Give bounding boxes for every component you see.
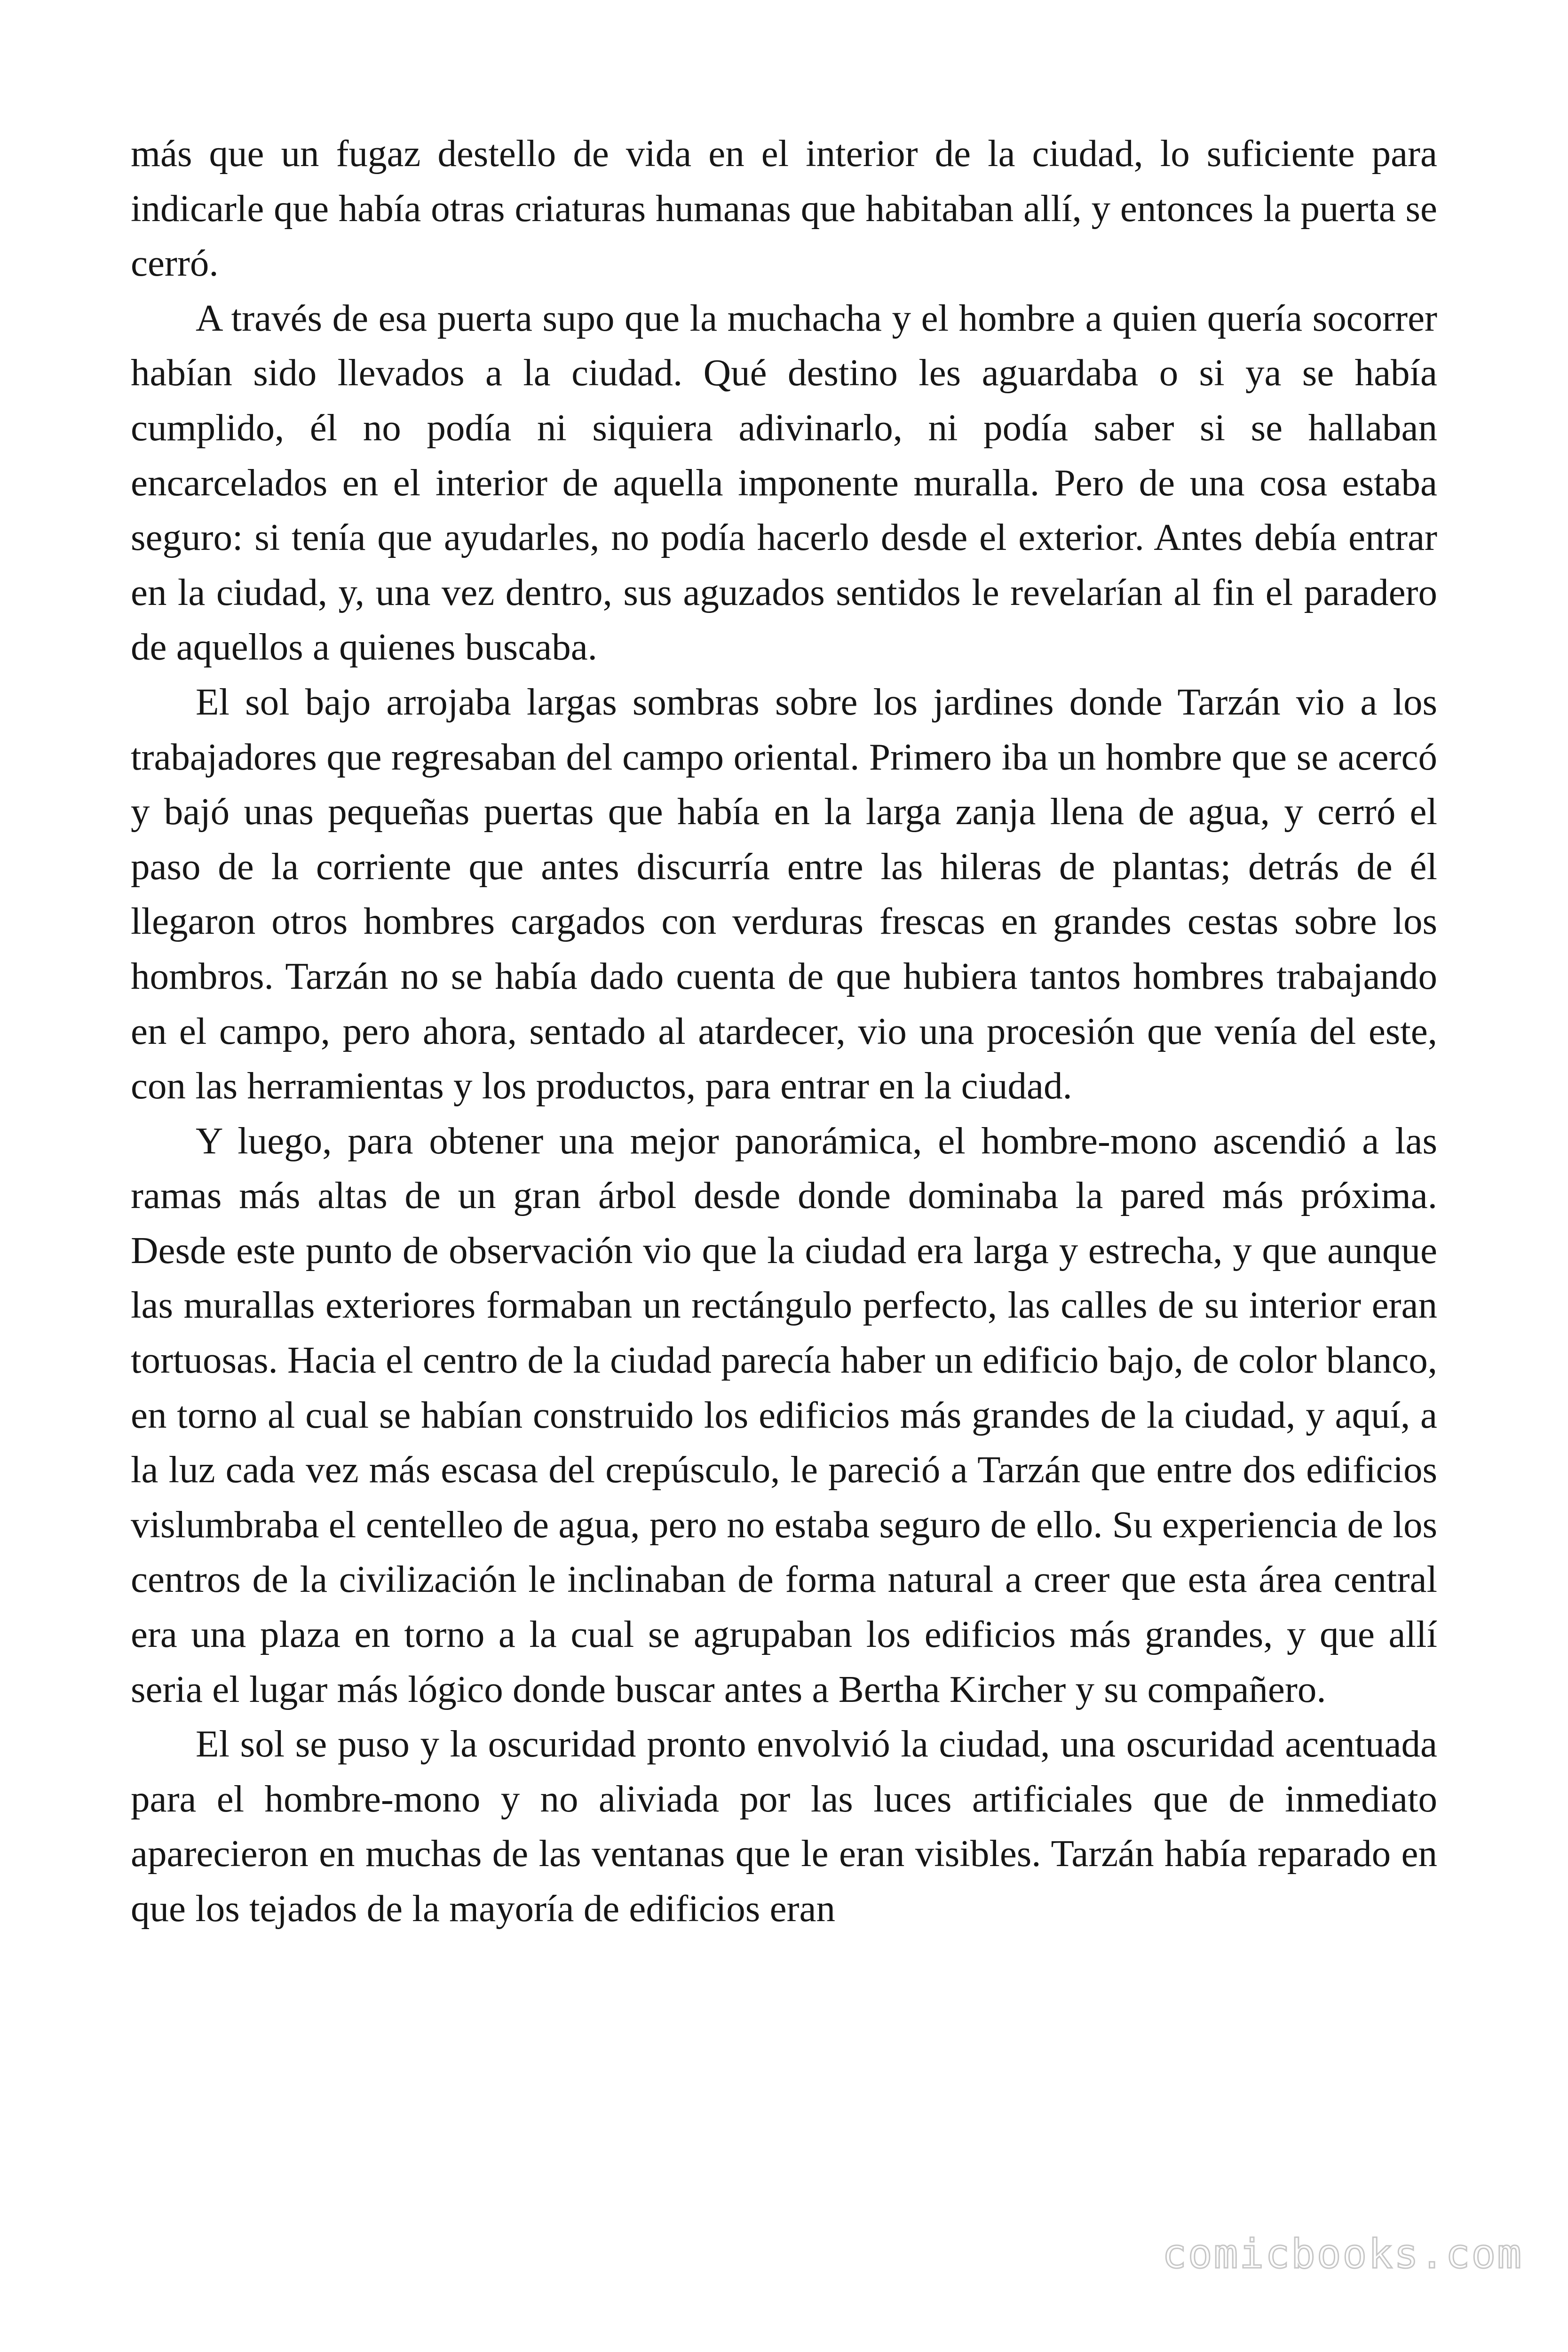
watermark: comicbooks.com [1162,2231,1523,2278]
body-text [131,126,1437,1936]
paragraph-4: Y luego, para obtener una mejor panorámica, el hombre-mono ascendió a las ramas más altas de un gran árbol desde donde dominaba la pared más próxima. Desde este punto de observación vio que la ciudad era larga y estrecha, y que aunque las murallas exteriores formaban un rectángulo perfecto, las calles de su interior eran tortuosas. Hacia el centro de la ciudad parecía haber un edificio bajo, de color blanco, en torno al cual se habían construido los edificios más grandes de la ciudad, y aquí, a la luz cada vez más escasa del crepúsculo, le pareció a Tarzán que entre dos edificios vislumbraba el centelleo de agua, pero no estaba seguro de ello. Su experiencia de los centros de la civilización le inclinaban de forma natural a creer que esta área central era una plaza en torno a la cual se agrupaban los edificios más grandes, y que allí seria el lugar más lógico donde buscar antes a Bertha Kircher y su compañero. [131,1119,1437,1710]
paragraph-3: El sol bajo arrojaba largas sombras sobre los jardines donde Tarzán vio a los trabajadores que regresaban del campo oriental. Primero iba un hombre que se acercó y bajó unas pequeñas puertas que había en la larga zanja llena de agua, y cerró el paso de la corriente que antes discurría entre las hileras de plantas; detrás de él llegaron otros hombres cargados con verduras frescas en grandes cestas sobre los hombros. Tarzán no se había dado cuenta de que hubiera tantos hombres trabajando en el campo, pero ahora, sentado al atardecer, vio una procesión que venía del este, con las herramientas y los productos, para entrar en la ciudad. [131,680,1437,1107]
paragraph-1: más que un fugaz destello de vida en el interior de la ciudad, lo suficiente para indicarle que había otras criaturas humanas que habitaban allí, y entonces la puerta se cerró. [131,132,1437,285]
paragraph-5: El sol se puso y la oscuridad pronto envolvió la ciudad, una oscuridad acentuada para el hombre-mono y no aliviada por las luces artificiales que de inmediato aparecieron en muchas de las ventanas que le eran visibles. Tarzán había reparado en que los tejados de la mayoría de edificios eran [131,1723,1437,1930]
paragraph-2: A través de esa puerta supo que la muchacha y el hombre a quien quería socorrer habían sido llevados a la ciudad. Qué destino les aguardaba o si ya se había cumplido, él no podía ni siquiera adivinarlo, ni podía saber si se hallaban encarcelados en el interior de aquella imponente muralla. Pero de una cosa estaba seguro: si tenía que ayudarles, no podía hacerlo desde el exterior. Antes debía entrar en la ciudad, y, una vez dentro, sus aguzados sentidos le revelarían al fin el paradero de aquellos a quienes buscaba. [131,296,1437,668]
